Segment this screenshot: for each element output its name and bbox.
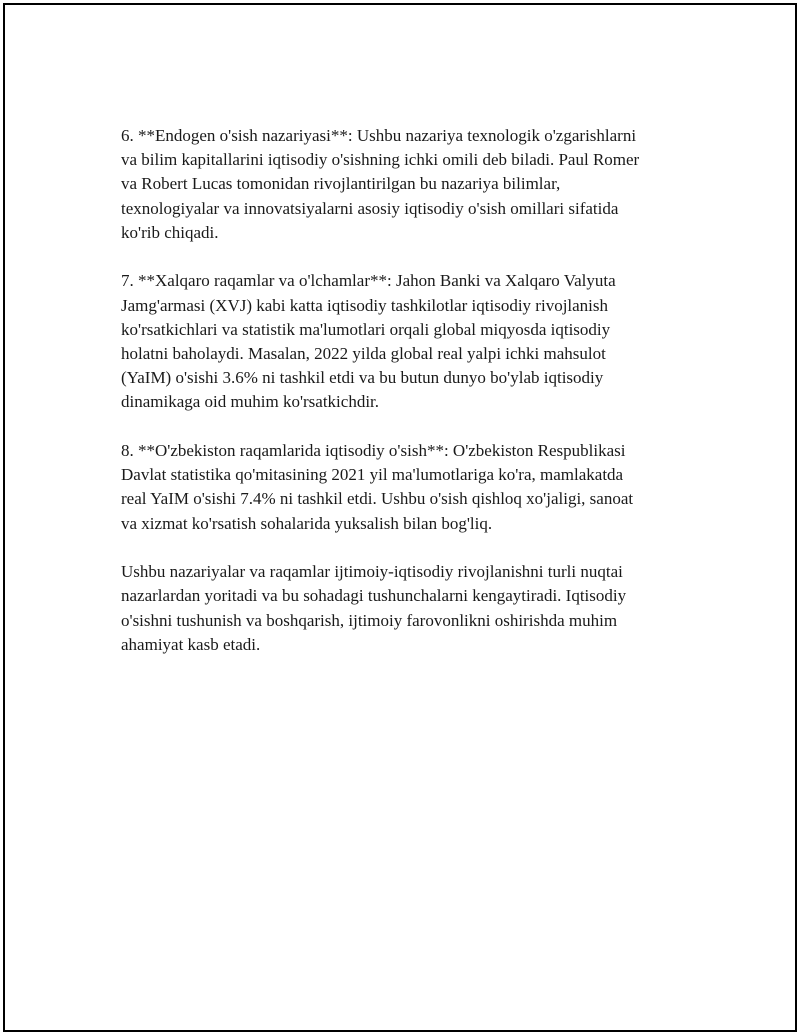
text-line: 7. **Xalqaro raqamlar va o'lchamlar**: Jahon Banki va Xalqaro Valyuta (121, 271, 616, 291)
text-line: Jamg'armasi (XVJ) kabi katta iqtisodiy tashkilotlar iqtisodiy rivojlanish (121, 295, 609, 315)
text-line: 6. **Endogen o'sish nazariyasi**: Ushbu nazariya texnologik o'zgarishlarni (121, 126, 637, 145)
paragraph-endogen-growth (121, 124, 711, 245)
text-line: o'sishni tushunish va boshqarish, ijtimoiy farovonlikni oshirishda muhim (121, 610, 618, 630)
text-line: nazarlardan yoritadi va bu sohadagi tushunchalarni kengaytiradi. Iqtisodiy (121, 586, 627, 606)
text-line: va bilim kapitallarini iqtisodiy o'sishning ichki omili deb biladi. Paul Romer (121, 150, 640, 170)
text-line: 8. **O'zbekiston raqamlarida iqtisodiy o'sish**: O'zbekiston Respublikasi (121, 441, 626, 461)
document-body (121, 124, 711, 681)
text-line: Davlat statistika qo'mitasining 2021 yil ma'lumotlariga ko'ra, mamlakatda (121, 465, 624, 485)
text-line: va xizmat ko'rsatish sohalarida yuksalish bilan bog'liq. (121, 513, 493, 533)
paragraph-conclusion (121, 560, 711, 657)
text-line: holatni baholaydi. Masalan, 2022 yilda global real yalpi ichki mahsulot (121, 344, 606, 364)
text-line: dinamikaga oid muhim ko'rsatkichdir. (121, 392, 380, 412)
text-line: texnologiyalar va innovatsiyalarni asosiy iqtisodiy o'sish omillari sifatida (121, 198, 619, 218)
document-page (3, 3, 797, 1032)
text-line: ko'rsatkichlari va statistik ma'lumotlari orqali global miqyosda iqtisodiy (121, 319, 611, 339)
text-line: (YaIM) o'sishi 3.6% ni tashkil etdi va bu butun dunyo bo'ylab iqtisodiy (121, 368, 604, 388)
text-line: Ushbu nazariyalar va raqamlar ijtimoiy-iqtisodiy rivojlanishni turli nuqtai (121, 562, 623, 582)
text-line: ahamiyat kasb etadi. (121, 634, 261, 654)
paragraph-uzbekistan-growth (121, 439, 711, 536)
text-line: ko'rib chiqadi. (121, 222, 219, 242)
text-line: real YaIM o'sishi 7.4% ni tashkil etdi. Ushbu o'sish qishloq xo'jaligi, sanoat (121, 489, 634, 509)
paragraph-international-figures (121, 269, 711, 414)
text-line: va Robert Lucas tomonidan rivojlantirilgan bu nazariya bilimlar, (121, 174, 561, 194)
